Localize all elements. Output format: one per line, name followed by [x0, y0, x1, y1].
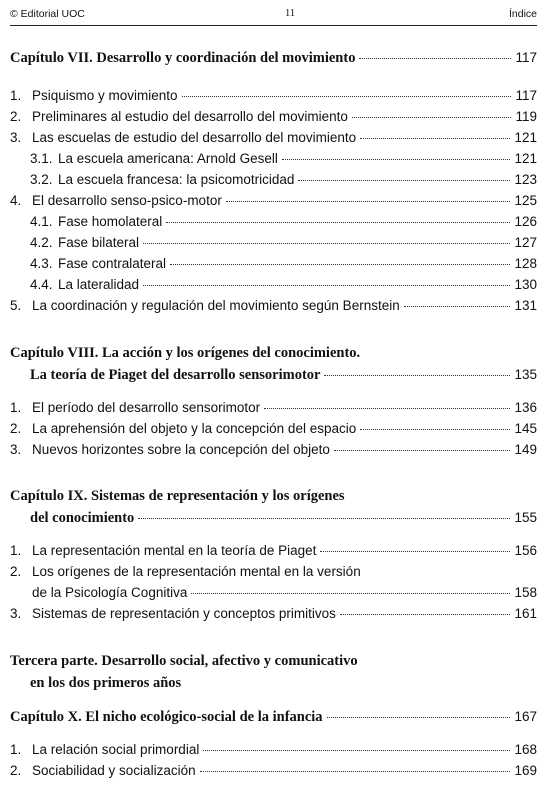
toc-entry-number: 5. [10, 298, 22, 313]
toc-entry[interactable] [10, 193, 537, 213]
toc-chapter-8-line1[interactable] [10, 345, 537, 365]
toc-entry-page: 155 [514, 510, 537, 525]
leader-dots [138, 518, 510, 519]
leader-dots [298, 180, 510, 181]
toc-entry[interactable] [10, 400, 537, 420]
toc-entry[interactable] [10, 88, 537, 108]
toc-entry-title: Capítulo IX. Sistemas de representación y los orígenes [10, 488, 345, 504]
toc-subentry[interactable] [10, 151, 537, 171]
toc-chapter-9-line1[interactable] [10, 488, 537, 508]
toc-entry-page: 121 [514, 151, 537, 166]
toc-entry-number: 3.2. [30, 172, 53, 187]
toc-subentry[interactable] [10, 277, 537, 297]
leader-dots [143, 285, 510, 286]
toc-entry-page: 161 [514, 606, 537, 621]
toc-entry-title: Nuevos horizontes sobre la concepción del objeto [32, 442, 330, 457]
toc-entry[interactable] [10, 130, 537, 150]
toc-subentry[interactable] [10, 214, 537, 234]
toc-entry-title: Sociabilidad y socialización [32, 763, 196, 778]
toc-entry-title: en los dos primeros años [30, 675, 182, 691]
toc-entry-page: 149 [514, 442, 537, 457]
toc-entry-title: del conocimiento [30, 510, 135, 526]
toc-entry-title: Capítulo VIII. La acción y los orígenes del conocimiento. [10, 345, 361, 361]
toc-entry-number: 4.2. [30, 235, 53, 250]
toc-subentry[interactable] [10, 256, 537, 276]
toc-chapter-8-line2[interactable] [30, 367, 537, 387]
toc-entry-page: 158 [514, 585, 537, 600]
toc-entry-title: Preliminares al estudio del desarrollo del movimiento [32, 109, 348, 124]
toc-entry-page: 123 [514, 172, 537, 187]
toc-entry[interactable] [10, 742, 537, 762]
toc-entry[interactable] [10, 763, 537, 783]
leader-dots [200, 771, 511, 772]
toc-entry-number: 3. [10, 442, 22, 457]
toc-entry[interactable] [10, 421, 537, 441]
leader-dots [143, 243, 510, 244]
toc-entry-title: Fase contralateral [58, 256, 167, 271]
toc-entry-number: 2. [10, 421, 22, 436]
toc-entry-number: 3.1. [30, 151, 53, 166]
toc-entry-number: 2. [10, 564, 22, 579]
toc-subentry[interactable] [10, 172, 537, 192]
toc-entry-page: 117 [515, 50, 537, 65]
toc-entry-title: Fase bilateral [58, 235, 140, 250]
toc-entry-number: 4.3. [30, 256, 53, 271]
toc-entry-title: La representación mental en la teoría de Piaget [32, 543, 317, 558]
toc-part-3-line2[interactable] [30, 675, 537, 695]
toc-subentry[interactable] [10, 235, 537, 255]
toc-part-3-line1[interactable] [10, 653, 537, 673]
leader-dots [282, 159, 511, 160]
leader-dots [360, 138, 510, 139]
toc-entry-continuation[interactable] [10, 585, 537, 605]
toc-entry-title: La relación social primordial [32, 742, 200, 757]
toc-entry-number: 1. [10, 400, 22, 415]
toc-entry-title: Capítulo X. El nicho ecológico-social de la infancia [10, 709, 323, 725]
toc-entry-number: 3. [10, 130, 22, 145]
toc-entry[interactable] [10, 109, 537, 129]
toc-entry-page: 168 [514, 742, 537, 757]
leader-dots [334, 450, 511, 451]
leader-dots [327, 717, 511, 718]
leader-dots [191, 593, 510, 594]
toc-chapter-9-line2[interactable] [30, 510, 537, 530]
leader-dots [324, 375, 510, 376]
toc-entry[interactable] [10, 606, 537, 626]
toc-entry-title: El desarrollo senso-psico-motor [32, 193, 222, 208]
toc-entry-page: 127 [514, 235, 537, 250]
toc-entry-page: 135 [514, 367, 537, 382]
toc-entry-title: La aprehensión del objeto y la concepción del espacio [32, 421, 357, 436]
toc-entry-page: 145 [514, 421, 537, 436]
toc-entry-title: Psiquismo y movimiento [32, 88, 178, 103]
leader-dots [226, 201, 511, 202]
leader-dots [352, 117, 512, 118]
toc-entry-title: Fase homolateral [58, 214, 163, 229]
toc-entry-page: 131 [514, 298, 537, 313]
toc-entry-title: Sistemas de representación y conceptos primitivos [32, 606, 336, 621]
toc-entry-title: La coordinación y regulación del movimiento según Bernstein [32, 298, 400, 313]
toc-entry-page: 156 [514, 543, 537, 558]
toc-chapter-7[interactable] [10, 50, 537, 70]
toc-entry-page: 121 [514, 130, 537, 145]
toc-entry-page: 119 [515, 109, 537, 124]
toc-entry-page: 128 [514, 256, 537, 271]
toc-entry[interactable] [10, 564, 537, 584]
toc-entry-page: 167 [514, 709, 537, 724]
toc-entry-number: 4. [10, 193, 22, 208]
section-label: Índice [508, 8, 537, 20]
toc-entry-number: 4.1. [30, 214, 53, 229]
toc-chapter-10[interactable] [10, 709, 537, 729]
toc-entry-number: 4.4. [30, 277, 53, 292]
toc-entry[interactable] [10, 298, 537, 318]
leader-dots [264, 408, 510, 409]
toc-entry-page: 126 [514, 214, 537, 229]
toc-entry-page: 130 [514, 277, 537, 292]
toc-entry-page: 169 [514, 763, 537, 778]
toc-entry-number: 3. [10, 606, 22, 621]
toc-entry-number: 2. [10, 109, 22, 124]
leader-dots [340, 614, 511, 615]
toc-entry-page: 136 [514, 400, 537, 415]
page-number: 11 [285, 8, 296, 19]
toc-entry-number: 1. [10, 88, 22, 103]
leader-dots [182, 96, 512, 97]
toc-entry-title: El período del desarrollo sensorimotor [32, 400, 261, 415]
leader-dots [203, 750, 510, 751]
toc-entry-title: de la Psicología Cognitiva [32, 585, 188, 600]
toc-entry-number: 1. [10, 543, 22, 558]
toc-entry-title: Capítulo VII. Desarrollo y coordinación del movimiento [10, 50, 356, 66]
toc-entry-title: Los orígenes de la representación mental en la versión [32, 564, 361, 579]
toc-entry-number: 2. [10, 763, 22, 778]
toc-entry[interactable] [10, 442, 537, 462]
toc-entry-page: 117 [515, 88, 537, 103]
toc-entry-title: La escuela francesa: la psicomotricidad [58, 172, 295, 187]
header-rule [10, 25, 537, 26]
toc-entry[interactable] [10, 543, 537, 563]
toc-entry-number: 1. [10, 742, 22, 757]
toc-entry-title: La lateralidad [58, 277, 140, 292]
leader-dots [320, 551, 510, 552]
toc-entry-page: 125 [514, 193, 537, 208]
toc-entry-title: Las escuelas de estudio del desarrollo del movimiento [32, 130, 357, 145]
toc-entry-title: Tercera parte. Desarrollo social, afectivo y comunicativo [10, 653, 358, 669]
leader-dots [404, 306, 511, 307]
page-header [10, 8, 537, 24]
leader-dots [359, 58, 511, 59]
leader-dots [360, 429, 510, 430]
leader-dots [166, 222, 510, 223]
toc-entry-title: La teoría de Piaget del desarrollo sensorimotor [30, 367, 321, 383]
toc-entry-title: La escuela americana: Arnold Gesell [58, 151, 278, 166]
leader-dots [170, 264, 510, 265]
publisher-label: © Editorial UOC [10, 8, 85, 20]
